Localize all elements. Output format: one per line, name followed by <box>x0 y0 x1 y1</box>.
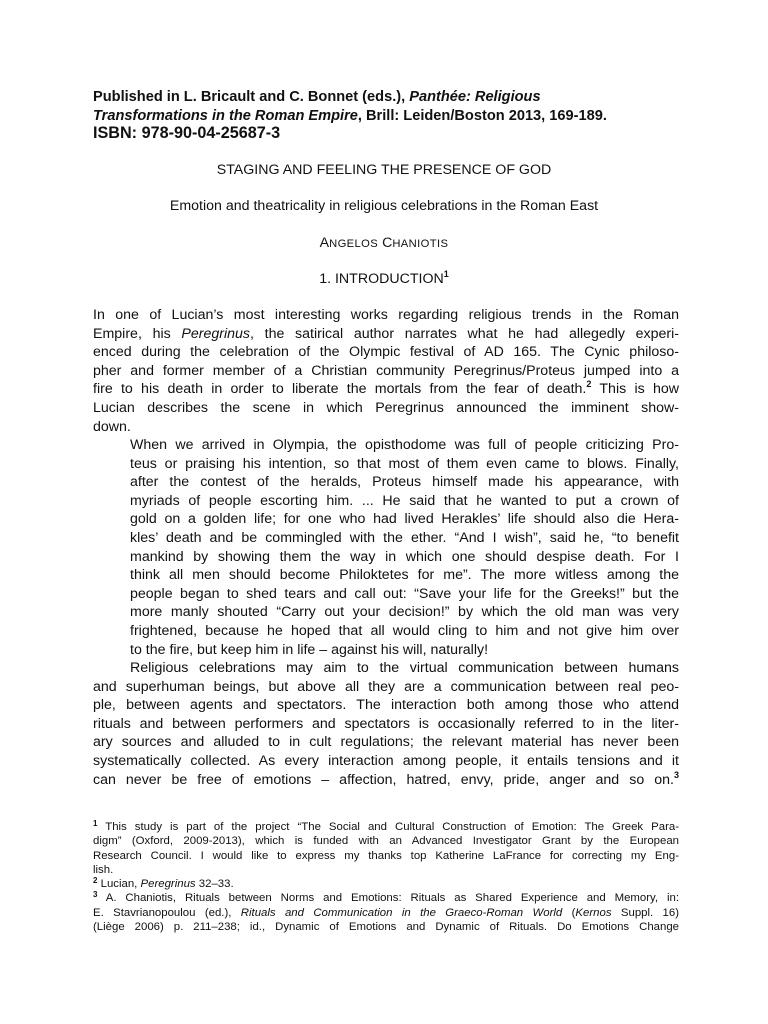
article-title: STAGING AND FEELING THE PRESENCE OF GOD <box>216 162 552 178</box>
paragraph-2: Religious celebrations may aim to the virtual communication between humans and superhuman beings, but above all they are a communication between real peo- ple, between agents and spectators. The interaction both among those who attend rituals and between performers and spectators is occasionally referred to in the liter- ary sources and alluded to in cult regulations; the relevant material has never been systematically collected. As every interaction among people, it entails tensions and it can never be free of emotions – affection, hatred, envy, pride, anger and so on.$^3$ <box>93 660 679 788</box>
paragraph-1: In one of Lucian’s most interesting works regarding religious trends in the Roman Empire, his Peregrinus, the satirical author narrates what he had allegedly experi- enced during the celebration of the Olympic festival of AD 165. The Cynic philoso- pher and former member of a Christian community Peregrinus/Proteus jumped into a fire to his death in order to liberate the mortals from the fear of death.$^2$ This is how Lucian describes the scene in which Peregrinus announced the imminent show- down. <box>93 307 679 435</box>
footnotes: $^1$ This study is part of the project “The Social and Cultural Construction of Emotion: The Greek Para- digm” (Oxford, 2009-2013), which is funded with an Advanced Investigator Grant by the European Research Council. I would like to express my thanks top Katherine LaFrance for correcting my Eng- lish. $^2$ Lucian, Peregrinus 32–33. $^3$ A. Chaniotis, Rituals between Norms and Emotions: Rituals as Shared Experience and Memory, in: E. Stavrianopoulou (ed.), Rituals and Communication in the Graeco-Roman World (Kernos Suppl. 16) (Liège 2006) p. 211–238; id., Dynamic of Emotions and Dynamic of Rituals. Do Emotions Change <box>93 819 680 934</box>
footnote-ref-3: 3 <box>673 769 679 780</box>
footnote-2-mark: 2 <box>93 876 98 886</box>
publication-line-1: Published in L. Bricault and C. Bonnet (eds.), Panthée: Religious <box>93 89 541 105</box>
footnote-ref-1: 1 <box>443 269 449 279</box>
article-subtitle: Emotion and theatricality in religious celebrations in the Roman East <box>169 198 599 214</box>
footnote-1-mark: 1 <box>93 819 98 828</box>
section-heading: 1. INTRODUCTION$^1$ <box>319 269 449 287</box>
publication-line-2: Transformations in the Roman Empire, Brill: Leiden/Boston 2013, 169-189. <box>93 108 607 124</box>
author-name: ANGELOS CHANIOTIS <box>319 235 449 251</box>
footnote-3-mark: 3 <box>93 890 98 900</box>
block-quote: When we arrived in Olympia, the opisthodome was full of people criticizing Pro- teus or praising his intention, so that most of them even came to blows. Finally, after the contest of the heralds, Proteus himself made his appearance, with myriads of people escorting him. ... He said that he wanted to put a crown of gold on a golden life; for one who had lived Herakles’ life should also die Hera- kles’ death and be commingled with the ether. “And I wish”, said he, “to benefit mankind by showing them the way in which one should despise death. For I think all men should become Philoktetes for me”. The more witless among the people began to shed tears and call out: “Save your life for the Greeks!” but the more manly shouted “Carry out your decision!” by which the old man was very frightened, because he hoped that all would cling to him and not give him over to the fire, but keep him in life – against his will, naturally! <box>130 437 679 658</box>
footnote-ref-2: 2 <box>586 379 592 390</box>
isbn: ISBN: 978-90-04-25687-3 <box>93 124 281 142</box>
